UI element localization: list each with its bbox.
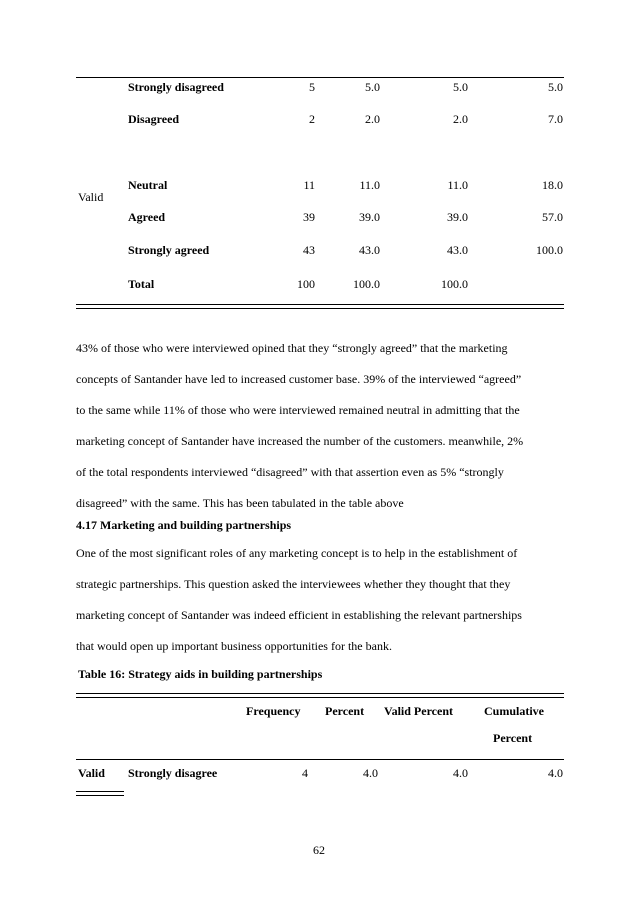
valid-percent-cell: 4.0: [453, 766, 468, 780]
section-heading: 4.17 Marketing and building partnerships: [76, 518, 292, 532]
table-caption: Table 16: Strategy aids in building partnerships: [78, 667, 323, 681]
page-number: 62: [313, 843, 325, 857]
percent-cell: 100.0: [353, 277, 380, 291]
percent-cell: 43.0: [359, 243, 380, 257]
row-label: Strongly disagreed: [128, 80, 224, 94]
paragraph-line: marketing concept of Santander was indeed efficient in establishing the relevant partnerships: [76, 608, 522, 622]
valid-percent-cell: 2.0: [453, 112, 468, 126]
row-group-label: Valid: [78, 766, 105, 780]
row-group-label: Valid: [78, 190, 104, 204]
paragraph-line: One of the most significant roles of any marketing concept is to help in the establishment of: [76, 546, 518, 560]
percent-cell: 4.0: [363, 766, 378, 780]
row-label: Total: [128, 277, 155, 291]
valid-percent-cell: 100.0: [441, 277, 468, 291]
row-label: Strongly disagree: [128, 766, 218, 780]
valid-percent-cell: 39.0: [447, 210, 468, 224]
header-percent: Percent: [325, 704, 365, 718]
row-label: Agreed: [128, 210, 166, 224]
frequency-cell: 5: [309, 80, 315, 94]
paragraph-line: disagreed” with the same. This has been tabulated in the table above: [76, 496, 404, 510]
paragraph-line: concepts of Santander have led to increased customer base. 39% of the interviewed “agreed”: [76, 372, 522, 386]
paragraph-line: that would open up important business opportunities for the bank.: [76, 639, 392, 653]
header-cumulative: Cumulative: [484, 704, 544, 718]
cumulative-cell: 18.0: [542, 178, 563, 192]
paragraph-line: strategic partnerships. This question asked the interviewees whether they thought that they: [76, 577, 511, 591]
table-top-rule: [76, 77, 564, 78]
frequency-cell: 39: [303, 210, 315, 224]
cumulative-cell: 100.0: [536, 243, 563, 257]
frequency-cell: 43: [303, 243, 315, 257]
row-label: Strongly agreed: [128, 243, 210, 257]
header-valid-percent: Valid Percent: [384, 704, 453, 718]
cumulative-cell: 5.0: [548, 80, 563, 94]
valid-percent-cell: 11.0: [447, 178, 468, 192]
header-rule: [76, 759, 564, 760]
group-rule: [76, 791, 124, 796]
table-bottom-rule: [76, 304, 564, 309]
paragraph-line: to the same while 11% of those who were interviewed remained neutral in admitting that the: [76, 403, 520, 417]
header-frequency: Frequency: [246, 704, 301, 718]
frequency-cell: 11: [303, 178, 315, 192]
cumulative-cell: 7.0: [548, 112, 563, 126]
frequency-cell: 100: [297, 277, 315, 291]
percent-cell: 11.0: [359, 178, 380, 192]
paragraph-line: marketing concept of Santander have increased the number of the customers. meanwhile, 2%: [76, 434, 524, 448]
header-cumulative-percent: Percent: [493, 731, 533, 745]
cumulative-cell: 4.0: [548, 766, 563, 780]
row-label: Disagreed: [128, 112, 180, 126]
paragraph-line: of the total respondents interviewed “disagreed” with that assertion even as 5% “strongly: [76, 465, 504, 479]
paragraph-line: 43% of those who were interviewed opined that they “strongly agreed” that the marketing: [76, 341, 508, 355]
valid-percent-cell: 43.0: [447, 243, 468, 257]
percent-cell: 5.0: [365, 80, 380, 94]
cumulative-cell: 57.0: [542, 210, 563, 224]
table-top-rule: [76, 693, 564, 698]
frequency-cell: 4: [302, 766, 308, 780]
row-label: Neutral: [128, 178, 168, 192]
percent-cell: 2.0: [365, 112, 380, 126]
valid-percent-cell: 5.0: [453, 80, 468, 94]
percent-cell: 39.0: [359, 210, 380, 224]
frequency-cell: 2: [309, 112, 315, 126]
